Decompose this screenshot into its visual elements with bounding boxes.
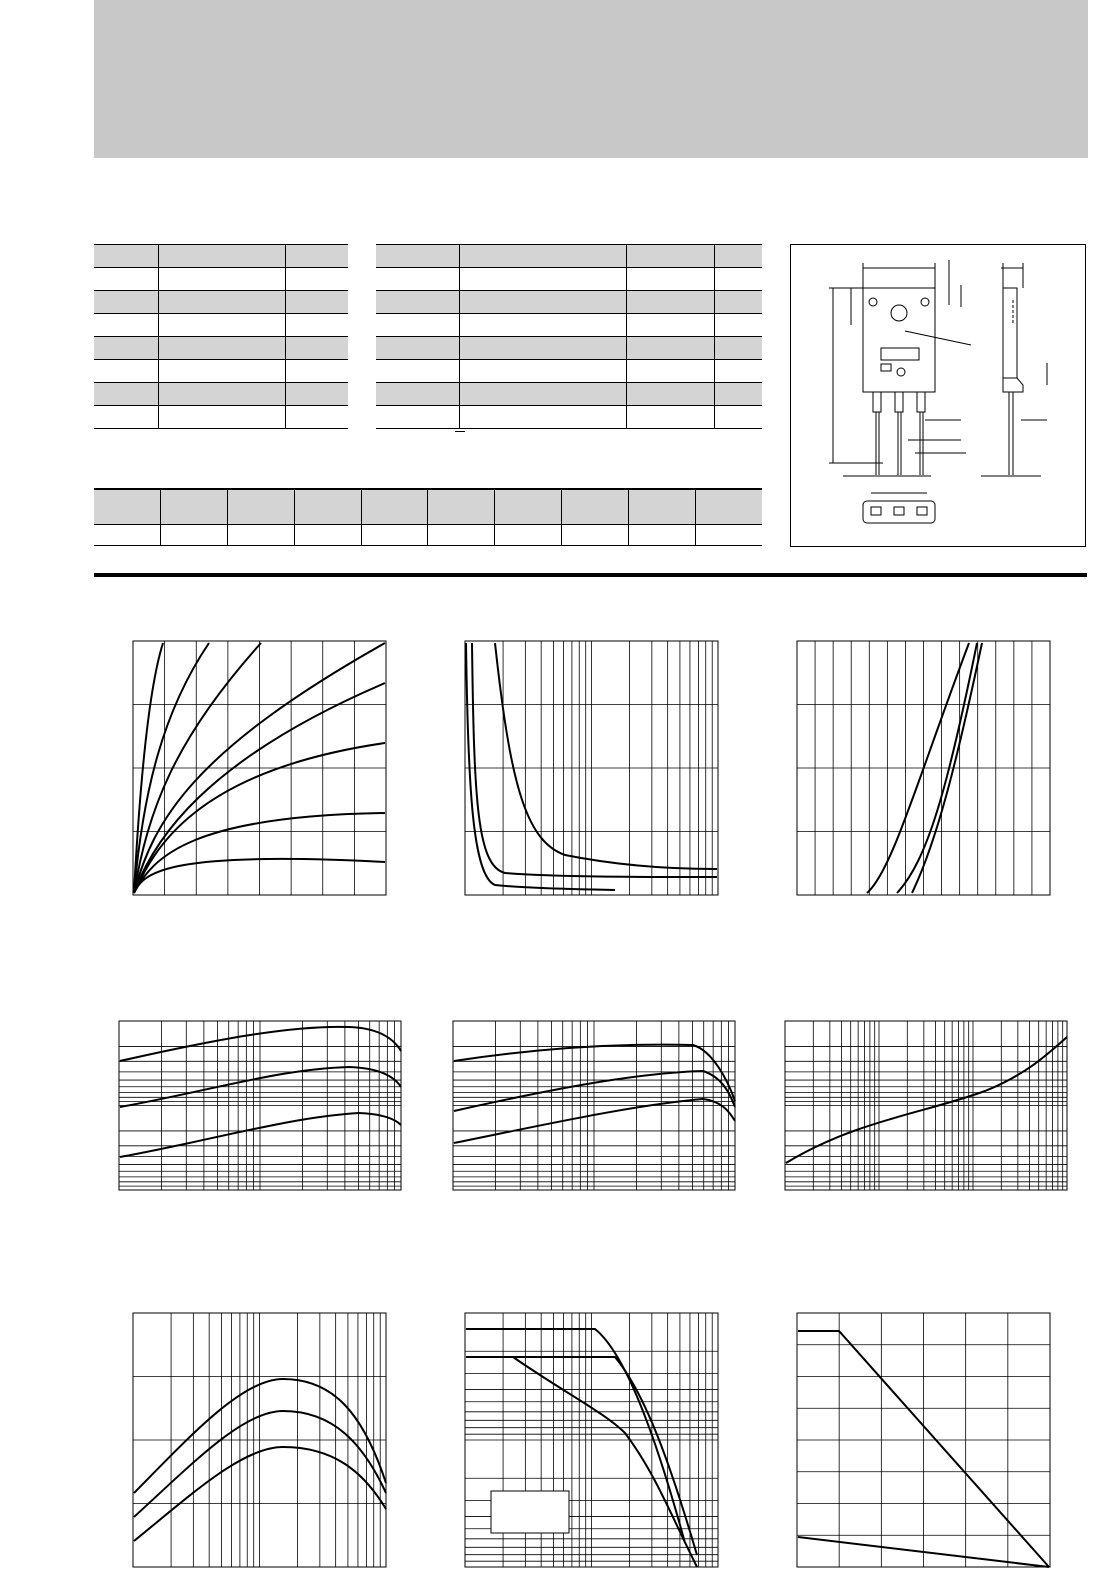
table-cell (376, 314, 459, 337)
table-cell (158, 245, 285, 268)
table-cell (94, 291, 158, 314)
table-cell (626, 291, 715, 314)
table-cell (562, 489, 629, 525)
c6-plot (784, 1020, 1068, 1191)
pkg-mount-hole (891, 305, 907, 321)
table-row (376, 383, 762, 406)
chart-output-characteristics (132, 640, 387, 896)
table-cell (94, 314, 158, 337)
section-divider (94, 573, 1087, 577)
table-cell (696, 525, 762, 546)
c3-plot (796, 640, 1051, 896)
package-outline-drawing (791, 245, 1087, 548)
table-cell (286, 337, 348, 360)
table-cell (361, 489, 428, 525)
rank-header-row (94, 489, 762, 525)
chart-hfe-vs-ic-2 (452, 1020, 736, 1191)
table-cell (286, 406, 348, 429)
header-band (94, 0, 1088, 158)
table-cell (459, 337, 626, 360)
table-row (94, 337, 348, 360)
table-cell (626, 337, 715, 360)
table-cell (629, 525, 696, 546)
pkg-bottom-view (863, 501, 935, 523)
c4-plot (118, 1020, 402, 1191)
table-cell (626, 360, 715, 383)
ratings-table (94, 244, 348, 429)
table-row (376, 337, 762, 360)
table-cell (158, 383, 285, 406)
table-cell (94, 489, 160, 525)
table-cell (715, 268, 762, 291)
chart-ic-vs-vbe (796, 640, 1051, 896)
table-cell (696, 489, 762, 525)
table-cell (158, 360, 285, 383)
table-row (376, 291, 762, 314)
table-cell (459, 291, 626, 314)
table-row (376, 406, 762, 429)
table-cell (158, 406, 285, 429)
table-cell (626, 406, 715, 429)
chart-power-derating (796, 1312, 1051, 1568)
chart-thermal-resistance (784, 1020, 1068, 1191)
table-cell (158, 291, 285, 314)
table-cell (158, 268, 285, 291)
c7-plot (132, 1312, 387, 1568)
hfe-rank-table (94, 488, 762, 546)
soa-legend-box (491, 1491, 569, 1533)
table-cell (715, 245, 762, 268)
table-cell (629, 489, 696, 525)
table-cell (94, 337, 158, 360)
table-row (94, 314, 348, 337)
table-cell (459, 360, 626, 383)
table-cell (376, 406, 459, 429)
table-cell (459, 268, 626, 291)
pkg-body-side (1003, 288, 1017, 378)
table-cell (227, 489, 294, 525)
table-cell (715, 360, 762, 383)
table-cell (626, 383, 715, 406)
table-cell (626, 245, 715, 268)
table-cell (715, 337, 762, 360)
table-row (376, 245, 762, 268)
rank-value-row (94, 525, 762, 546)
series-curve-1 (786, 1037, 1067, 1163)
c8-plot (464, 1312, 719, 1568)
table-cell (294, 489, 361, 525)
table-cell (459, 383, 626, 406)
table-cell (495, 489, 562, 525)
table-cell (459, 314, 626, 337)
table-cell (286, 268, 348, 291)
table-cell (286, 245, 348, 268)
table-cell (286, 383, 348, 406)
table-cell (94, 360, 158, 383)
table-row (94, 406, 348, 429)
chart-safe-operating-area (464, 1312, 719, 1568)
table-cell (158, 337, 285, 360)
table-cell (459, 245, 626, 268)
table-cell (286, 314, 348, 337)
table-cell (376, 245, 459, 268)
chart-ft-vs-ie (132, 1312, 387, 1568)
table-cell (160, 489, 227, 525)
table-cell (376, 337, 459, 360)
table-row (376, 360, 762, 383)
table-cell (715, 314, 762, 337)
table-row (94, 291, 348, 314)
table-cell (715, 291, 762, 314)
table-cell (294, 525, 361, 546)
table-row (94, 383, 348, 406)
table-cell (160, 525, 227, 546)
table-cell (459, 406, 626, 429)
table-cell (286, 360, 348, 383)
table-cell (495, 525, 562, 546)
c1-plot (132, 640, 387, 896)
c9-plot (796, 1312, 1051, 1568)
table-cell (626, 268, 715, 291)
electrical-characteristics-table (376, 244, 762, 429)
table-row (376, 314, 762, 337)
table-cell (376, 383, 459, 406)
package-outline-box (790, 244, 1086, 547)
table-cell (428, 489, 495, 525)
table-cell (94, 383, 158, 406)
overline-mark (455, 431, 465, 432)
table-cell (376, 360, 459, 383)
table-cell (227, 525, 294, 546)
table-cell (94, 525, 160, 546)
series-curve-3 (513, 1357, 697, 1567)
table-row (94, 245, 348, 268)
table-cell (376, 268, 459, 291)
chart-saturation-voltage-vs-ib (464, 640, 719, 896)
table-cell (94, 268, 158, 291)
table-cell (626, 314, 715, 337)
table-cell (158, 314, 285, 337)
table-row (94, 268, 348, 291)
table-cell (715, 406, 762, 429)
table-cell (94, 406, 158, 429)
c5-plot (452, 1020, 736, 1191)
table-cell (428, 525, 495, 546)
table-cell (286, 291, 348, 314)
table-cell (376, 291, 459, 314)
table-cell (562, 525, 629, 546)
table-cell (94, 245, 158, 268)
c2-plot (464, 640, 719, 896)
table-row (376, 268, 762, 291)
table-cell (361, 525, 428, 546)
chart-hfe-vs-ic-1 (118, 1020, 402, 1191)
table-cell (715, 383, 762, 406)
pkg-body-front (863, 288, 935, 392)
series-curve-1 (466, 643, 615, 890)
series-curve-3 (495, 643, 717, 869)
table-row (94, 360, 348, 383)
pkg-marking-area (881, 348, 919, 360)
